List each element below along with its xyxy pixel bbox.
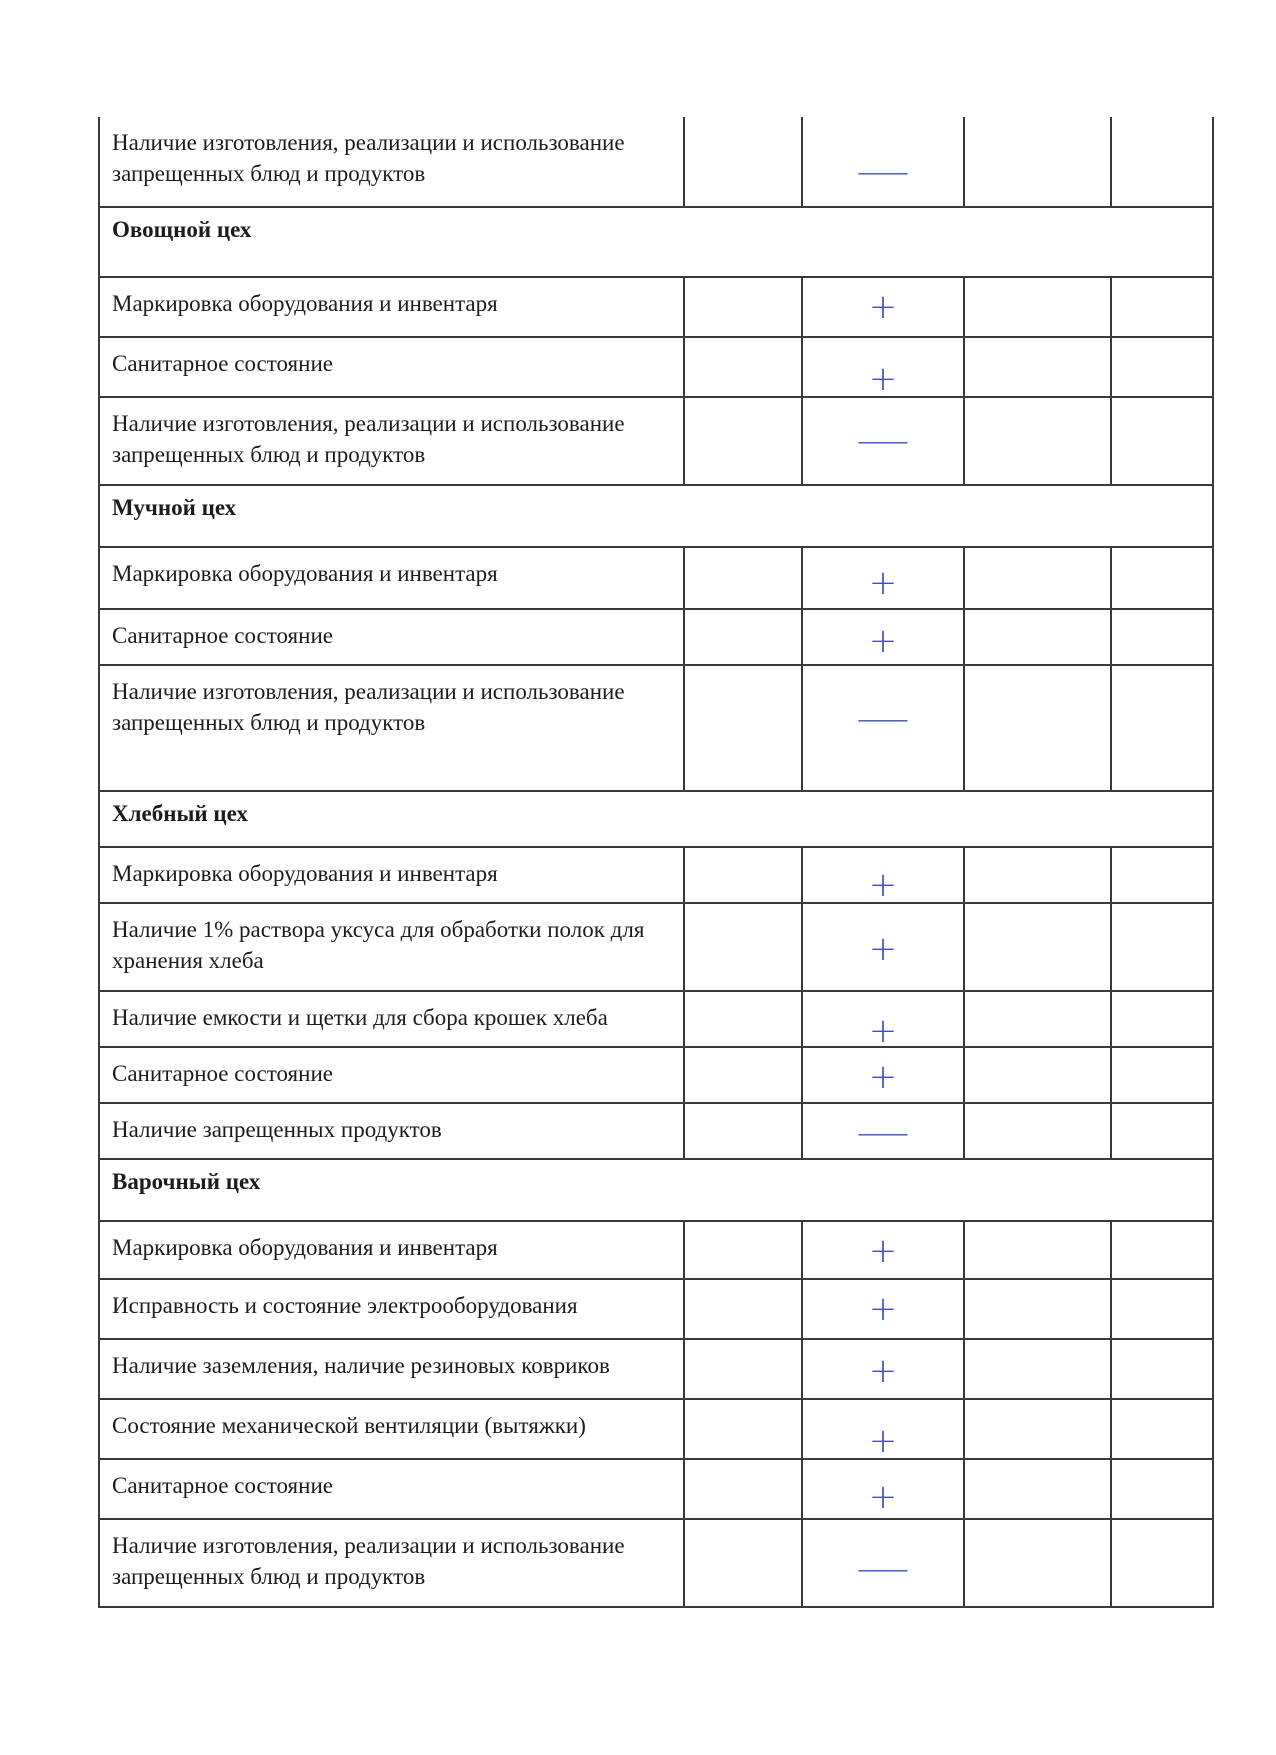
column-b-cell: [802, 1279, 964, 1339]
criterion-text: Санитарное состояние: [99, 609, 684, 665]
column-d-cell: [1111, 1279, 1213, 1339]
column-a-cell: [684, 847, 802, 903]
column-c-cell: [964, 1399, 1111, 1459]
handwritten-plus-mark: +: [868, 1011, 898, 1051]
column-b-cell: [802, 1519, 964, 1607]
table-row: [99, 991, 1213, 1047]
table-row: [99, 1047, 1213, 1103]
criterion-text: Санитарное состояние: [99, 1047, 684, 1103]
table-row: [99, 903, 1213, 991]
column-c-cell: [964, 1279, 1111, 1339]
column-d-cell: [1111, 991, 1213, 1047]
handwritten-plus-mark: +: [868, 1421, 898, 1461]
column-d-cell: [1111, 665, 1213, 791]
section-row: [99, 1159, 1213, 1221]
criterion-text: Наличие изготовления, реализации и использование запрещенных блюд и продуктов: [99, 117, 684, 207]
column-a-cell: [684, 903, 802, 991]
column-d-cell: [1111, 609, 1213, 665]
table-row: [99, 1459, 1213, 1519]
criterion-text: Наличие 1% раствора уксуса для обработки полок для хранения хлеба: [99, 903, 684, 991]
column-d-cell: [1111, 1339, 1213, 1399]
table-row: [99, 1399, 1213, 1459]
section-row: [99, 207, 1213, 277]
criterion-text: Наличие изготовления, реализации и использование запрещенных блюд и продуктов: [99, 665, 684, 791]
table-row: [99, 1519, 1213, 1607]
table-row: [99, 665, 1213, 791]
handwritten-plus-mark: +: [868, 929, 898, 969]
column-b-cell: [802, 277, 964, 337]
criterion-text: Наличие изготовления, реализации и использование запрещенных блюд и продуктов: [99, 397, 684, 485]
handwritten-minus-mark: —: [855, 152, 911, 192]
criterion-text: Маркировка оборудования и инвентаря: [99, 1221, 684, 1279]
handwritten-minus-mark: —: [855, 1113, 911, 1153]
column-b-cell: [802, 547, 964, 609]
table-row: [99, 1339, 1213, 1399]
column-b-cell: [802, 1339, 964, 1399]
column-d-cell: [1111, 1399, 1213, 1459]
column-b-cell: [802, 1103, 964, 1159]
column-d-cell: [1111, 337, 1213, 397]
table-row: [99, 117, 1213, 207]
column-c-cell: [964, 847, 1111, 903]
handwritten-plus-mark: +: [868, 563, 898, 603]
table-row: [99, 277, 1213, 337]
column-b-cell: [802, 991, 964, 1051]
column-d-cell: [1111, 1459, 1213, 1519]
column-b-cell: [802, 609, 964, 665]
column-b-cell: [802, 397, 964, 485]
column-c-cell: [964, 1047, 1111, 1103]
handwritten-plus-mark: +: [868, 1057, 898, 1097]
handwritten-plus-mark: +: [868, 287, 898, 327]
column-b-cell: [802, 337, 964, 397]
checklist-table: [98, 117, 1214, 1608]
column-c-cell: [964, 1221, 1111, 1279]
column-c-cell: [964, 337, 1111, 397]
table-row: [99, 1221, 1213, 1279]
section-title: Варочный цех: [99, 1159, 1213, 1221]
column-d-cell: [1111, 1103, 1213, 1159]
column-b-cell: [802, 1047, 964, 1103]
column-a-cell: [684, 1279, 802, 1339]
criterion-text: Наличие запрещенных продуктов: [99, 1103, 684, 1159]
column-c-cell: [964, 991, 1111, 1047]
column-a-cell: [684, 609, 802, 665]
criterion-text: Маркировка оборудования и инвентаря: [99, 547, 684, 609]
column-c-cell: [964, 1339, 1111, 1399]
table-row: [99, 1103, 1213, 1159]
column-d-cell: [1111, 847, 1213, 903]
handwritten-plus-mark: +: [868, 1231, 898, 1271]
handwritten-plus-mark: +: [868, 1289, 898, 1329]
section-row: [99, 485, 1213, 547]
column-b-cell: [802, 665, 964, 791]
section-row: [99, 791, 1213, 847]
column-a-cell: [684, 547, 802, 609]
criterion-text: Санитарное состояние: [99, 1459, 684, 1519]
column-c-cell: [964, 547, 1111, 609]
column-a-cell: [684, 1399, 802, 1459]
criterion-text: Наличие заземления, наличие резиновых ковриков: [99, 1339, 684, 1399]
column-a-cell: [684, 1221, 802, 1279]
section-title: Мучной цех: [99, 485, 1213, 547]
column-b-cell: [802, 1221, 964, 1279]
column-a-cell: [684, 1459, 802, 1519]
criterion-text: Маркировка оборудования и инвентаря: [99, 847, 684, 903]
criterion-text: Исправность и состояние электрооборудования: [99, 1279, 684, 1339]
column-c-cell: [964, 903, 1111, 991]
column-b-cell: [802, 903, 964, 991]
table-row: [99, 337, 1213, 397]
table-row: [99, 547, 1213, 609]
column-b-cell: [802, 1399, 964, 1459]
column-a-cell: [684, 1339, 802, 1399]
criterion-text: Санитарное состояние: [99, 337, 684, 397]
section-title: Овощной цех: [99, 207, 1213, 277]
section-title: Хлебный цех: [99, 791, 1213, 847]
column-a-cell: [684, 337, 802, 397]
column-d-cell: [1111, 277, 1213, 337]
column-c-cell: [964, 1459, 1111, 1519]
handwritten-minus-mark: —: [855, 421, 911, 461]
table-row: [99, 1279, 1213, 1339]
column-b-cell: [802, 1459, 964, 1519]
handwritten-plus-mark: +: [868, 621, 898, 661]
criterion-text: Наличие изготовления, реализации и использование запрещенных блюд и продуктов: [99, 1519, 684, 1607]
column-a-cell: [684, 277, 802, 337]
column-d-cell: [1111, 547, 1213, 609]
column-a-cell: [684, 991, 802, 1047]
handwritten-plus-mark: +: [868, 865, 898, 905]
column-d-cell: [1111, 1221, 1213, 1279]
column-c-cell: [964, 277, 1111, 337]
column-d-cell: [1111, 1047, 1213, 1103]
handwritten-plus-mark: +: [868, 359, 898, 399]
column-c-cell: [964, 609, 1111, 665]
criterion-text: Маркировка оборудования и инвентаря: [99, 277, 684, 337]
table-row: [99, 847, 1213, 903]
column-b-cell: [802, 117, 964, 207]
column-d-cell: [1111, 903, 1213, 991]
criterion-text: Наличие емкости и щетки для сбора крошек хлеба: [99, 991, 684, 1047]
handwritten-minus-mark: —: [855, 1549, 911, 1589]
column-b-cell: [802, 847, 964, 903]
column-d-cell: [1111, 397, 1213, 485]
handwritten-plus-mark: +: [868, 1351, 898, 1391]
table-row: [99, 397, 1213, 485]
handwritten-plus-mark: +: [868, 1477, 898, 1517]
criterion-text: Состояние механической вентиляции (вытяжки): [99, 1399, 684, 1459]
column-a-cell: [684, 1047, 802, 1103]
table-row: [99, 609, 1213, 665]
column-d-cell: [1111, 1519, 1213, 1607]
inspection-checklist: [98, 117, 1212, 1608]
column-d-cell: [1111, 117, 1213, 207]
handwritten-minus-mark: —: [855, 699, 911, 739]
